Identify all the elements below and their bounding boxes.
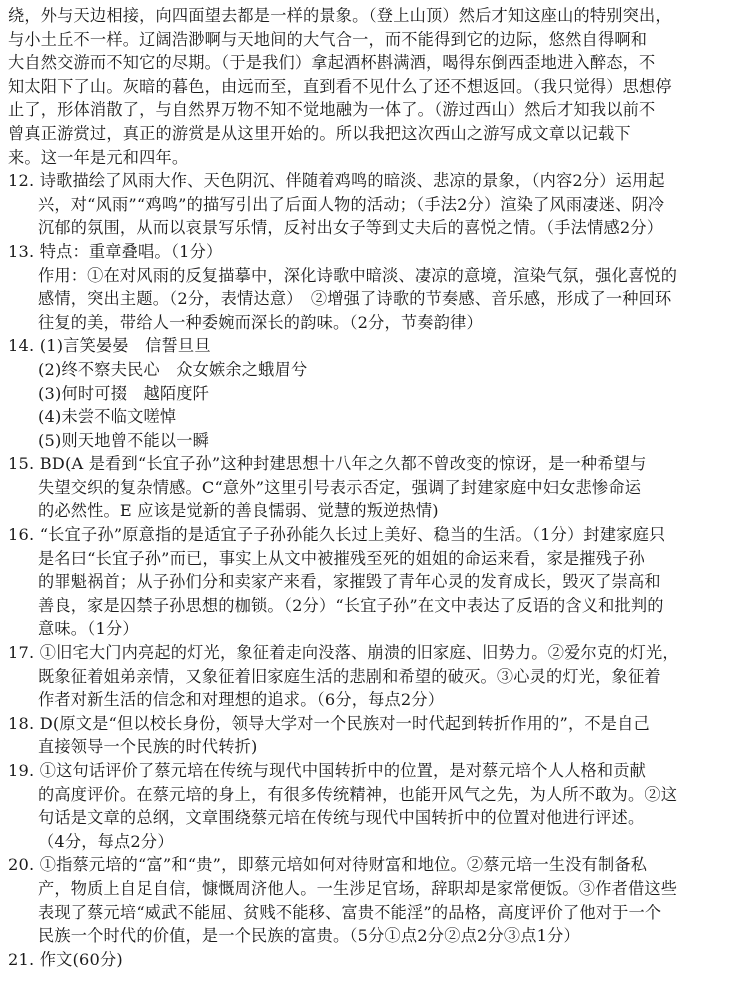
text-line: 的必然性。E 应该是觉新的善良懦弱、觉慧的叛逆热情) [38,501,439,521]
text-line: 14. (1)言笑晏晏 信誓旦旦 [8,336,211,356]
text-line: 19. ①这句话评价了蔡元培在传统与现代中国转折中的位置，是对蔡元培个人人格和贡献 [8,761,647,780]
text-line: 大自然交游而不知它的尽期。（于是我们）拿起酒杯斟满酒，喝得东倒西歪地进入醉态，不 [8,53,656,73]
text-line: 沉郁的氛围，从而以哀景写乐情，反衬出女子等到丈夫后的喜悦之情。（手法情感2分） [38,218,664,238]
text-line: 绕，外与天边相接，向四面望去都是一样的景象。（登上山顶）然后才知这座山的特别突出， [8,6,672,25]
text-line: 知太阳下了山。灰暗的暮色，由远而至，直到看不见什么了还不想返回。（我只觉得）思想停 [8,76,672,96]
text-line: 21. 作文(60分) [8,949,123,969]
text-line: 产，物质上自足自信，慷慨周济他人。一生涉足官场，辞职却是家常便饭。③作者借这些 [38,878,678,898]
text-line: 句话是文章的总纲，文章围绕蔡元培在传统与现代中国转折中的位置对他进行评述。 [38,808,645,828]
text-line: 17. ①旧宅大门内亮起的灯光，象征着走向没落、崩溃的旧家庭、旧势力。②爱尔克的灯光， [8,643,679,663]
text-line: 直接领导一个民族的时代转折) [38,737,258,757]
text-line: 15. BD(A 是看到“长宜子孙”这种封建思想十八年之久都不曾改变的惊讶，是一种希望与 [8,454,647,474]
text-line: (2)终不察夫民心 众女嫉余之蛾眉兮 [38,359,308,379]
text-line: 失望交织的复杂情感。C“意外”这里引号表示否定，强调了封建家庭中妇女悲惨命运 [38,477,642,497]
text-line: 12. 诗歌描绘了风雨大作、天色阴沉、伴随着鸡鸣的暗淡、悲凉的景象，（内容2分）运用起 [8,171,665,191]
text-line: 既象征着姐弟亲情，又象征着旧家庭生活的悲剧和希望的破灭。③心灵的灯光，象征着 [38,666,661,686]
text-line: 的罪魁祸首；从子孙们分和卖家产来看，家摧毁了青年心灵的发育成长，毁灭了崇高和 [38,572,661,592]
text-line: 13. 特点：重章叠唱。（1分） [8,241,223,261]
text-line: 善良，家是囚禁子孙思想的枷锁。（2分）“长宜子孙”在文中表达了反语的含义和批判的 [38,595,664,615]
text-line: 是名曰“长宜子孙”而已，事实上从文中被摧残至死的姐姐的命运来看，家是摧残子孙 [38,548,645,568]
text-line: 兴，对“风雨”“鸡鸣”的描写引出了后面人物的活动；（手法2分）渲染了风雨凄迷、阴冷 [38,194,665,214]
text-line: 的高度评价。在蔡元培的身上，有很多传统精神，也能开风气之先，为人所不敢为。②这 [38,784,678,804]
text-line: （4分，每点2分） [38,831,174,851]
text-line: 感情，突出主题。（2分，表情达意） ②增强了诗歌的节奏感、音乐感，形成了一种回环 [38,289,672,309]
text-line: (4)未尝不临文嗟悼 [38,407,177,427]
text-line: 16. “长宜子孙”原意指的是适宜子子孙孙能久长过上美好、稳当的生活。（1分）封建家庭只 [8,525,666,545]
text-line: (5)则天地曾不能以一瞬 [38,430,210,450]
answer-key-page [8,4,724,971]
text-line: 20. ①指蔡元培的“富”和“贵”，即蔡元培如何对待财富和地位。②蔡元培一生没有制备私 [8,855,648,875]
text-line: 来。这一年是元和四年。 [8,147,189,167]
text-line: 止了，形体消散了，与自然界万物不知不觉地融为一体了。（游过西山）然后才知我以前不 [8,100,656,120]
text-line: 往复的美，带给人一种委婉而深长的韵味。（2分，节奏韵律） [38,312,483,332]
text-line: 表现了蔡元培“威武不能屈、贫贱不能移、富贵不能淫”的品格，高度评价了他对于一个 [38,902,662,922]
text-line: 曾真正游赏过，真正的游赏是从这里开始的。所以我把这次西山之游写成文章以记载下 [8,123,631,143]
text-line: 与小土丘不一样。辽阔浩渺啊与天地间的大气合一，而不能得到它的边际，悠然自得啊和 [8,29,648,49]
text-line: 18. D(原文是“但以校长身份，领导大学对一个民族对一时代起到转折作用的”，不是自己 [8,713,650,733]
text-line: 意味。（1分） [38,619,139,639]
text-line: 作用：①在对风雨的反复描摹中，深化诗歌中暗淡、凄凉的意境，渲染气氛，强化喜悦的 [38,265,678,285]
text-line: (3)何时可掇 越陌度阡 [38,383,210,403]
text-line: 民族一个时代的价值，是一个民族的富贵。（5分①点2分②点2分③点1分） [38,926,580,946]
text-line: 作者对新生活的信念和对理想的追求。（6分，每点2分） [38,690,445,710]
